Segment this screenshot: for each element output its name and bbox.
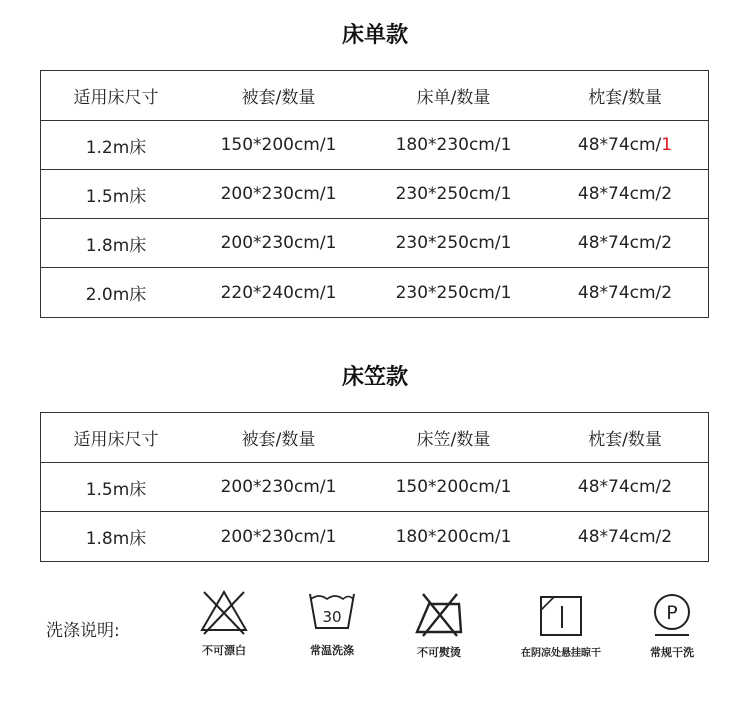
wash-30-icon — [306, 588, 358, 636]
header-pillow: 枕套/数量 — [588, 88, 662, 108]
bed-size-cell: 1.8m床 — [85, 235, 147, 256]
care-no-bleach — [169, 588, 279, 658]
pillow-size: 48*74cm/ — [577, 135, 662, 155]
dry-clean-icon — [649, 592, 695, 638]
care-text: 常温洗涤 — [310, 644, 354, 657]
pillow-cell: 48*74cm/2 — [577, 526, 673, 547]
care-text: 常规干洗 — [650, 646, 694, 659]
header-duvet: 被套/数量 — [241, 430, 316, 450]
sheet-section-title: 床单款 — [341, 23, 408, 48]
care-shade-dry — [506, 594, 616, 659]
fitted-section-title: 床笠款 — [341, 365, 408, 390]
duvet-cell: 200*230cm/1 — [220, 526, 337, 547]
pillow-cell — [541, 170, 709, 218]
header-bed-size: 适用床尺寸 — [73, 430, 159, 450]
header-sheet: 床单/数量 — [416, 88, 491, 108]
care-text: 不可熨烫 — [417, 646, 461, 659]
care-instructions-label: 洗涤说明: — [46, 621, 120, 641]
dry-clean-letter: P — [666, 602, 678, 624]
care-no-iron — [384, 590, 494, 660]
pillow-qty: 2 — [661, 233, 673, 253]
duvet-cell: 150*200cm/1 — [220, 135, 337, 155]
pillow-size: 48*74cm/ — [577, 282, 662, 303]
care-dry-clean — [617, 592, 727, 660]
sheet-cell: 230*250cm/1 — [395, 233, 512, 253]
care-text: 不可漂白 — [202, 644, 246, 657]
pillow-size: 48*74cm/ — [577, 233, 662, 253]
duvet-cell: 200*230cm/1 — [220, 477, 337, 497]
bed-size-cell: 1.2m床 — [85, 137, 147, 158]
table-header-row — [41, 71, 708, 121]
bed-size-cell: 2.0m床 — [85, 285, 147, 305]
duvet-cell: 200*230cm/1 — [220, 233, 337, 253]
fitted-sheet-cell: 150*200cm/1 — [395, 477, 512, 497]
fitted-size-table — [40, 412, 709, 562]
table-row — [41, 219, 708, 268]
shade-dry-icon — [538, 594, 584, 638]
pillow-qty: 2 — [661, 282, 673, 303]
fitted-sheet-cell: 180*200cm/1 — [395, 526, 512, 547]
sheet-cell: 180*230cm/1 — [395, 135, 512, 155]
table-row — [41, 268, 708, 317]
header-bed-size: 适用床尺寸 — [73, 88, 159, 108]
pillow-qty-highlight: 1 — [661, 135, 673, 155]
table-row — [41, 121, 708, 170]
header-duvet: 被套/数量 — [241, 88, 316, 108]
header-fitted-sheet: 床笠/数量 — [416, 430, 491, 450]
pillow-cell — [541, 268, 709, 317]
table-header-row — [41, 413, 708, 463]
duvet-cell: 200*230cm/1 — [220, 184, 337, 204]
no-bleach-icon — [198, 588, 250, 636]
bed-size-cell: 1.5m床 — [85, 479, 147, 500]
wash-temp-label: 30 — [322, 608, 342, 626]
bed-size-cell: 1.8m床 — [85, 529, 147, 549]
sheet-cell: 230*250cm/1 — [395, 184, 512, 204]
table-row — [41, 463, 708, 512]
duvet-cell: 220*240cm/1 — [220, 282, 337, 303]
header-pillow: 枕套/数量 — [588, 430, 662, 450]
pillow-qty: 2 — [661, 184, 673, 204]
sheet-size-table — [40, 70, 709, 318]
table-row — [41, 170, 708, 219]
no-iron-icon — [411, 590, 467, 638]
bed-size-cell: 1.5m床 — [85, 186, 147, 207]
pillow-cell: 48*74cm/2 — [577, 477, 673, 497]
sheet-cell: 230*250cm/1 — [395, 282, 512, 303]
care-text: 在阴凉处悬挂晾干 — [521, 648, 601, 659]
pillow-cell — [541, 219, 709, 267]
pillow-cell — [541, 121, 709, 169]
care-wash-30 — [277, 588, 387, 658]
table-row — [41, 512, 708, 561]
pillow-size: 48*74cm/ — [577, 184, 662, 204]
